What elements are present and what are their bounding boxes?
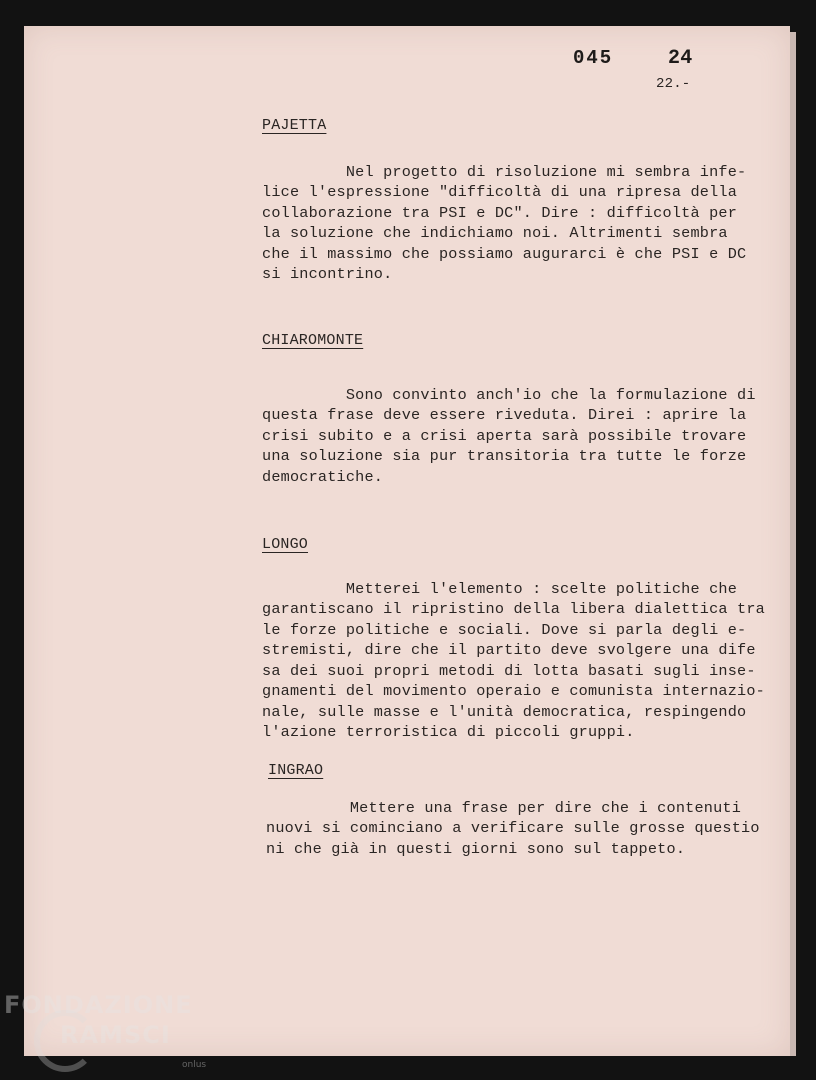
speech-text: [266, 777, 760, 880]
speech-text: [262, 141, 746, 305]
speech-line: l'azione terroristica di piccoli gruppi.: [262, 723, 635, 741]
speech-line: crisi subito e a crisi aperta sarà possibile trovare: [262, 426, 747, 445]
speaker-name: LONGO: [262, 536, 309, 553]
speech-line: che il massimo che possiamo augurarci è che PSI e DC: [262, 244, 747, 263]
speech-line: Sono convinto anch'io che la formulazione di: [262, 385, 756, 404]
speech-text: [262, 364, 756, 508]
speaker-name: INGRAO: [268, 762, 324, 779]
speech-line: Mettere una frase per dire che i contenuti: [266, 798, 742, 817]
archive-number: 045: [573, 47, 614, 69]
speech-line: gnamenti del movimento operaio e comunista internazio-: [262, 682, 765, 700]
speech-line: Metterei l'elemento : scelte politiche che: [262, 579, 738, 598]
archive-page-number: 24: [668, 47, 693, 70]
speech-text: [262, 558, 765, 763]
speaker-name: CHIAROMONTE: [262, 332, 364, 349]
watermark-line3: onlus: [182, 1060, 207, 1070]
watermark-line1: FONDAZIONE: [4, 991, 193, 1019]
speech-line: Nel progetto di risoluzione mi sembra infe-: [262, 162, 747, 181]
speech-line: la soluzione che indichiamo noi. Altrimenti sembra: [262, 224, 728, 242]
speech-line: nale, sulle masse e l'unità democratica, respingendo: [262, 702, 747, 721]
page-number: 22.-: [656, 76, 691, 92]
speech-line: sa dei suoi propri metodi di lotta basati sugli inse-: [262, 661, 756, 680]
speech-line: garantiscano il ripristino della libera dialettica tra: [262, 600, 765, 618]
speech-line: questa frase deve essere riveduta. Direi : aprire la: [262, 406, 747, 424]
speech-line: si incontrino.: [262, 265, 393, 283]
speech-line: stremisti, dire che il partito deve svolgere una dife: [262, 641, 756, 659]
fondazione-watermark: [4, 990, 207, 1070]
watermark-line2: RAMSCI: [60, 1021, 171, 1049]
speech-line: lice l'espressione "difficoltà di una ripresa della: [262, 183, 738, 201]
speech-line: collaborazione tra PSI e DC". Dire : difficoltà per: [262, 203, 738, 222]
speech-line: ni che già in questi giorni sono sul tappeto.: [266, 839, 686, 858]
speaker-name: PAJETTA: [262, 117, 327, 134]
speech-line: democratiche.: [262, 467, 384, 486]
speech-line: nuovi si cominciano a verificare sulle grosse questio: [266, 819, 760, 837]
speech-line: le forze politiche e sociali. Dove si parla degli e-: [262, 620, 747, 639]
speech-line: una soluzione sia pur transitoria tra tutte le forze: [262, 447, 747, 465]
